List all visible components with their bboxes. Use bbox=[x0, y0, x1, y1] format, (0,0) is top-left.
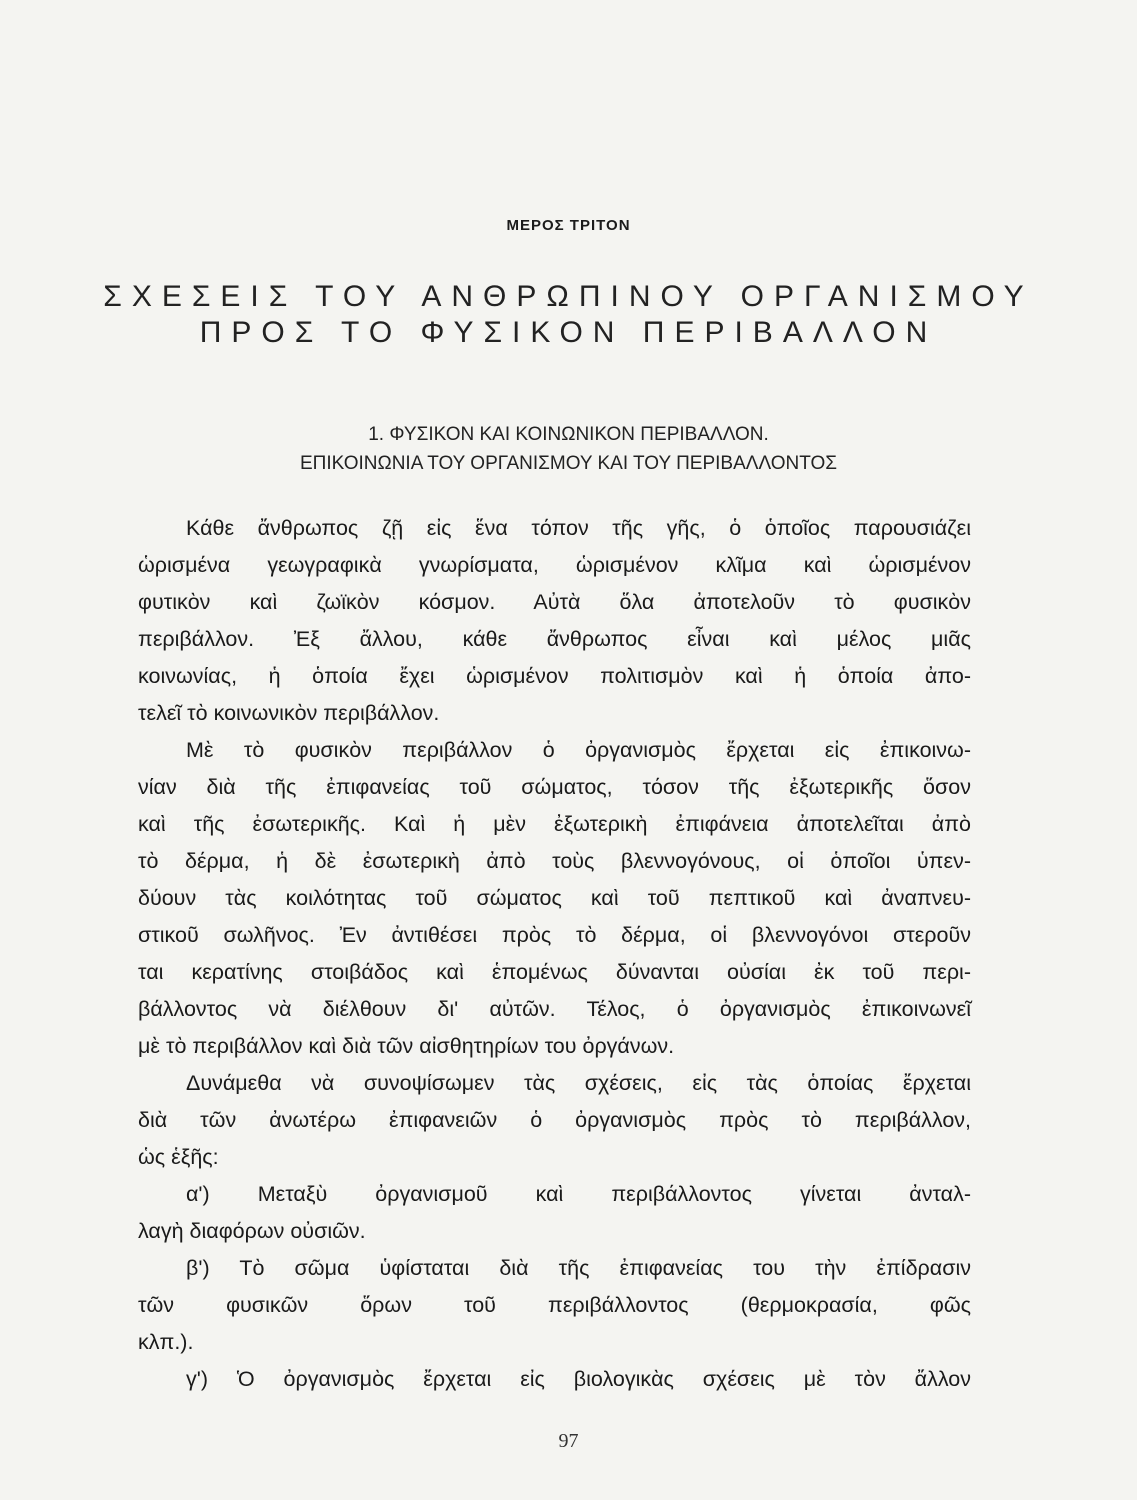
text-line: Μὲ τὸ φυσικὸν περιβάλλον ὁ ὀργανισμὸς ἔρχεται εἰς ἐπικοινω- bbox=[186, 738, 971, 762]
text-line: τελεῖ τὸ κοινωνικὸν περιβάλλον. bbox=[138, 701, 440, 725]
chapter-title-line-1: ΣΧΕΣΕΙΣ ΤΟΥ ΑΝΘΡΩΠΙΝΟΥ ΟΡΓΑΝΙΣΜΟΥ bbox=[103, 280, 1034, 313]
text-line: βάλλοντος νὰ διέλθουν δι' αὐτῶν. Τέλος, ὁ ὀργανισμὸς ἐπικοινωνεῖ bbox=[138, 997, 971, 1021]
text-line: τῶν φυσικῶν ὅρων τοῦ περιβάλλοντος (θερμοκρασία, φῶς bbox=[138, 1293, 971, 1317]
text-line: Δυνάμεθα νὰ συνοψίσωμεν τὰς σχέσεις, εἰς τὰς ὁποίας ἔρχεται bbox=[186, 1071, 971, 1095]
chapter-title-line-2: ΠΡΟΣ ΤΟ ΦΥΣΙΚΟΝ ΠΕΡΙΒΑΛΛΟΝ bbox=[199, 316, 938, 349]
section-heading-line-2: ΕΠΙΚΟΙΝΩΝΙΑ ΤΟΥ ΟΡΓΑΝΙΣΜΟΥ ΚΑΙ ΤΟΥ ΠΕΡΙΒΑΛΛΟΝΤΟΣ bbox=[299, 453, 838, 474]
text-line: γ') Ὁ ὀργανισμὸς ἔρχεται εἰς βιολογικὰς σχέσεις μὲ τὸν ἄλλον bbox=[186, 1367, 971, 1391]
text-line: νίαν διὰ τῆς ἐπιφανείας τοῦ σώματος, τόσον τῆς ἐξωτερικῆς ὅσον bbox=[138, 775, 971, 799]
text-line: λαγὴ διαφόρων οὐσιῶν. bbox=[138, 1219, 366, 1243]
text-line: μὲ τὸ περιβάλλον καὶ διὰ τῶν αἰσθητηρίων του ὀργάνων. bbox=[138, 1034, 675, 1058]
text-line: ὡς ἑξῆς: bbox=[138, 1145, 219, 1169]
text-line: περιβάλλον. Ἐξ ἄλλου, κάθε ἄνθρωπος εἶναι καὶ μέλος μιᾶς bbox=[138, 627, 971, 651]
text-line: κοινωνίας, ἡ ὁποία ἔχει ὡρισμένον πολιτισμὸν καὶ ἡ ὁποία ἀπο- bbox=[138, 664, 971, 688]
text-line: β') Τὸ σῶμα ὑφίσταται διὰ τῆς ἐπιφανείας του τὴν ἐπίδρασιν bbox=[186, 1256, 971, 1280]
text-line: κλπ.). bbox=[138, 1330, 194, 1354]
text-line: Κάθε ἄνθρωπος ζῇ εἰς ἕνα τόπον τῆς γῆς, ὁ ὁποῖος παρουσιάζει bbox=[186, 516, 971, 540]
text-line: τὸ δέρμα, ἡ δὲ ἐσωτερικὴ ἀπὸ τοὺς βλεννογόνους, οἱ ὁποῖοι ὑπεν- bbox=[138, 849, 971, 873]
section-heading-line-1: 1. ΦΥΣΙΚΟΝ ΚΑΙ ΚΟΙΝΩΝΙΚΟΝ ΠΕΡΙΒΑΛΛΟΝ. bbox=[368, 424, 769, 445]
text-line: α') Μεταξὺ ὀργανισμοῦ καὶ περιβάλλοντος γίνεται ἀνταλ- bbox=[186, 1182, 971, 1206]
text-line: ται κερατίνης στοιβάδος καὶ ἑπομένως δύνανται οὐσίαι ἐκ τοῦ περι- bbox=[138, 960, 971, 984]
text-line: διὰ τῶν ἀνωτέρω ἐπιφανειῶν ὁ ὀργανισμὸς πρὸς τὸ περιβάλλον, bbox=[138, 1108, 971, 1132]
text-line: καὶ τῆς ἐσωτερικῆς. Καὶ ἡ μὲν ἐξωτερικὴ ἐπιφάνεια ἀποτελεῖται ἀπὸ bbox=[138, 812, 971, 836]
part-label: ΜΕΡΟΣ ΤΡΙΤΟΝ bbox=[506, 217, 631, 234]
text-line: ὡρισμένα γεωγραφικὰ γνωρίσματα, ὡρισμένον κλῖμα καὶ ὡρισμένον bbox=[138, 553, 971, 577]
page-number: 97 bbox=[558, 1430, 579, 1452]
text-line: δύουν τὰς κοιλότητας τοῦ σώματος καὶ τοῦ πεπτικοῦ καὶ ἀναπνευ- bbox=[138, 886, 971, 910]
text-line: στικοῦ σωλῆνος. Ἐν ἀντιθέσει πρὸς τὸ δέρμα, οἱ βλεννογόνοι στεροῦν bbox=[138, 923, 971, 947]
text-line: φυτικὸν καὶ ζωϊκὸν κόσμον. Αὐτὰ ὅλα ἀποτελοῦν τὸ φυσικὸν bbox=[138, 590, 971, 614]
